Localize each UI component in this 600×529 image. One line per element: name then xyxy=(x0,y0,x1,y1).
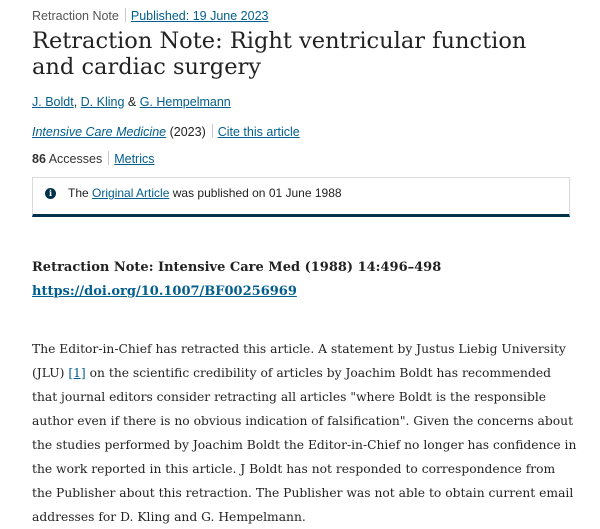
journal-link[interactable]: Intensive Care Medicine xyxy=(32,125,167,139)
original-article-notice xyxy=(32,177,570,217)
reference-label: Retraction Note: Intensive Care Med (1988) 14:496–498 xyxy=(32,260,442,275)
journal-info xyxy=(32,124,300,139)
info-icon: i xyxy=(45,188,56,199)
retraction-reference xyxy=(32,256,441,304)
retraction-body: The Editor-in-Chief has retracted this article. A statement by Justus Liebig University (JLU) [1] on the scientific credibility of articles by Joachim Boldt has recommended that journal editors consider retracting all articles "where Boldt is the responsible author even if there is no obvious indication of falsification". Given the concerns about the studies performed by Joachim Boldt the Editor-in-Chief no longer has confidence in the work reported in this article. J Boldt has not responded to correspondence from the Publisher about this retraction. The Publisher was not able to obtain current email addresses for D. Kling and G. Hempelmann. xyxy=(32,342,577,524)
metrics-link[interactable]: Metrics xyxy=(114,152,155,166)
article-meta xyxy=(32,8,268,23)
divider xyxy=(125,8,126,22)
article-type: Retraction Note xyxy=(32,9,119,23)
citation-link[interactable]: [1] xyxy=(68,366,86,380)
author-list: J. Boldt, D. Kling & G. Hempelmann xyxy=(32,95,231,109)
metrics-info xyxy=(32,151,154,166)
cite-article-link[interactable]: Cite this article xyxy=(217,125,300,139)
published-date-link[interactable]: Published: 19 June 2023 xyxy=(130,9,269,23)
divider xyxy=(108,151,109,165)
page-title: Retraction Note: Right ventricular function and cardiac surgery xyxy=(32,28,527,80)
accesses-count: 86 xyxy=(32,152,46,166)
author-link[interactable]: J. Boldt xyxy=(32,95,74,109)
author-link[interactable]: G. Hempelmann xyxy=(139,95,231,109)
accesses-label: Accesses xyxy=(48,152,103,166)
author-link[interactable]: D. Kling xyxy=(80,95,125,109)
journal-year: (2023) xyxy=(169,125,206,139)
doi-link[interactable]: https://doi.org/10.1007/BF00256969 xyxy=(32,284,297,299)
divider xyxy=(212,124,213,138)
notice-text: The Original Article was published on 01 June 1988 xyxy=(68,186,342,200)
author-separator: & xyxy=(127,95,137,109)
original-article-link[interactable]: Original Article xyxy=(92,186,170,200)
